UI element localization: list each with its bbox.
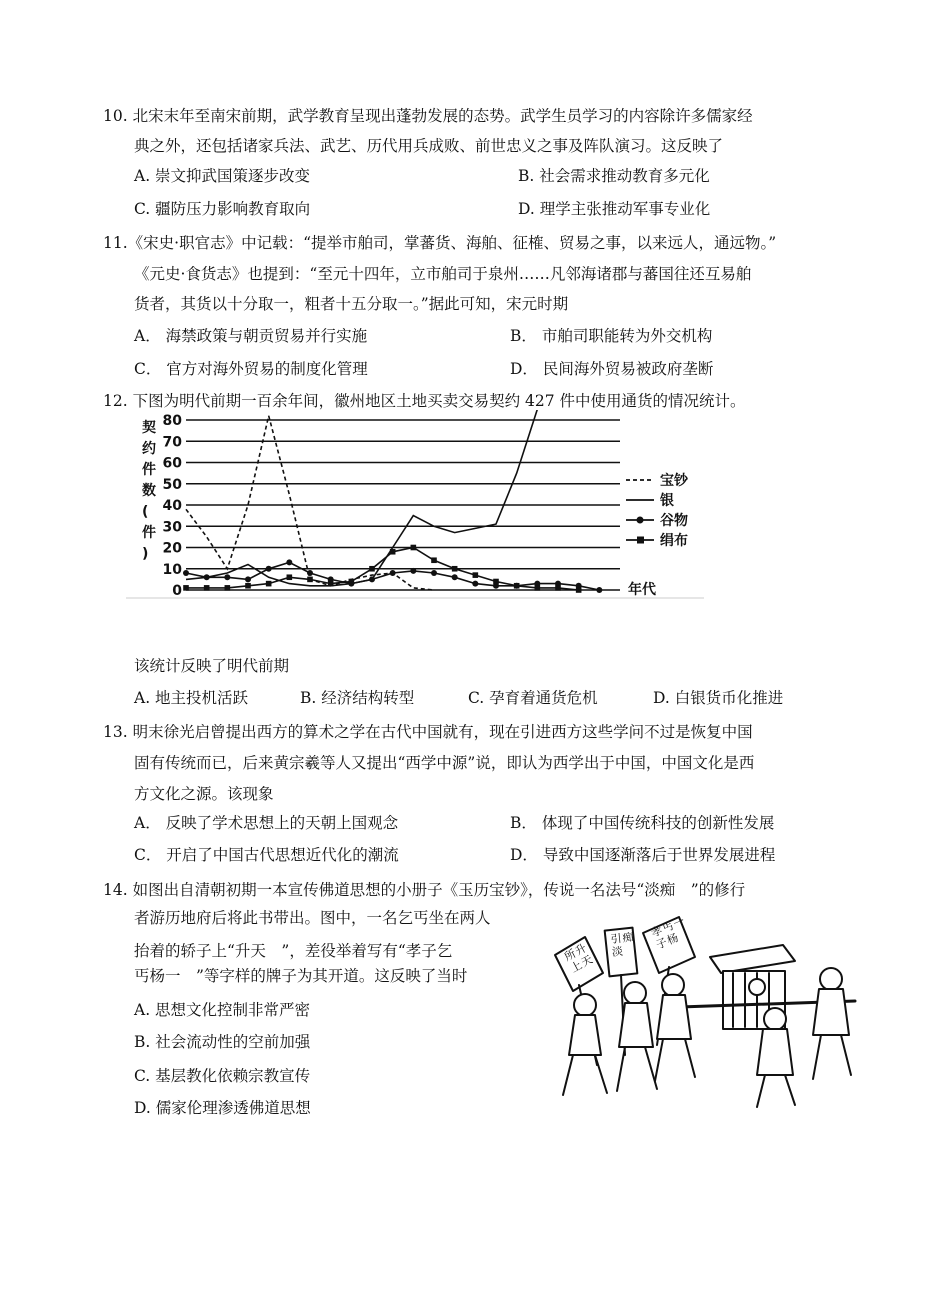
- svg-text:升: 升: [572, 941, 589, 959]
- chart-y-axis-label: 契约件数(件): [142, 420, 156, 562]
- chart-y-ticks: [163, 413, 183, 599]
- point-谷物-13: [452, 574, 458, 580]
- chart-x-axis-label: 年代: [628, 582, 656, 598]
- series-line-银: [186, 410, 537, 586]
- q12-option-c: C. 孕育着通货危机: [468, 689, 598, 707]
- y-tick-label-60: 60: [162, 455, 182, 472]
- q14-option-c: C. 基层教化依赖宗教宣传: [134, 1067, 311, 1085]
- y-tick-label-50: 50: [162, 476, 182, 493]
- legend-label-谷物: 谷物: [660, 513, 688, 529]
- point-绢布-1: [204, 585, 210, 591]
- q14-option-b: B. 社会流动性的空前加强: [134, 1033, 311, 1051]
- point-绢布-17: [535, 585, 541, 591]
- point-绢布-0: [183, 585, 189, 591]
- q13-option-b: B． 体现了中国传统科技的创新性发展: [510, 814, 775, 832]
- q12-stem-line1: 12. 下图为明代前期一百余年间，徽州地区土地买卖交易契约 427 件中使用通货的情况统计。: [103, 392, 746, 410]
- q13-option-d: D． 导致中国逐渐落后于世界发展进程: [510, 846, 776, 864]
- q10-stem-line1: 10. 北宋末年至南宋前期，武学教育呈现出蓬勃发展的态势。武学生员学习的内容除许多儒家经: [103, 107, 753, 125]
- y-tick-label-20: 20: [162, 540, 182, 557]
- q13-stem-line1: 13. 明末徐光启曾提出西方的算术之学在古代中国就有，现在引进西方这些学问不过是恢复中国: [103, 723, 753, 741]
- point-绢布-5: [287, 574, 293, 580]
- point-绢布-13: [452, 566, 458, 572]
- chart-legend: [626, 472, 689, 549]
- point-谷物-5: [286, 559, 292, 565]
- point-谷物-14: [472, 581, 478, 587]
- point-谷物-3: [245, 576, 251, 582]
- q11-option-d: D． 民间海外贸易被政府垄断: [510, 360, 714, 378]
- beggar-sedan-woodcut-illustration: [545, 915, 865, 1110]
- point-绢布-11: [411, 545, 417, 551]
- legend-label-银: 银: [660, 493, 674, 509]
- point-谷物-1: [204, 574, 210, 580]
- svg-text:淡: 淡: [611, 944, 624, 959]
- q11-stem-line3: 货者，其货以十分取一，粗者十五分取一。”据此可知，宋元时期: [134, 295, 569, 313]
- svg-text:丐: 丐: [660, 919, 676, 936]
- point-绢布-18: [555, 585, 561, 591]
- svg-text:子: 子: [654, 935, 670, 952]
- point-谷物-9: [369, 576, 375, 582]
- q14-option-d: D. 儒家伦理渗透佛道思想: [134, 1099, 311, 1117]
- point-谷物-2: [224, 574, 230, 580]
- q12-option-a: A. 地主投机活跃: [134, 689, 249, 707]
- q10-stem-line2: 典之外，还包括诸家兵法、武艺、历代用兵成败、前世忠义之事及阵队演习。这反映了: [134, 137, 724, 155]
- q10-option-b: B. 社会需求推动教育多元化: [518, 167, 710, 185]
- y-tick-label-10: 10: [162, 561, 182, 578]
- q12-option-d: D. 白银货币化推进: [653, 689, 784, 707]
- q10-option-d: D. 理学主张推动军事专业化: [518, 200, 711, 218]
- q13-option-c: C． 开启了中国古代思想近代化的潮流: [134, 846, 399, 864]
- point-绢布-8: [349, 579, 355, 585]
- point-谷物-6: [307, 570, 313, 576]
- chart-gridlines: [186, 420, 620, 590]
- runner-3: [655, 974, 695, 1081]
- point-谷物-12: [431, 570, 437, 576]
- legend-label-绢布: 绢布: [660, 533, 688, 549]
- svg-text:引: 引: [609, 931, 623, 946]
- q13-stem-line3: 方文化之源。该现象: [134, 785, 274, 803]
- q11-stem-line2: 《元史·食货志》也提到：“至元十四年，立市舶司于泉州……凡邻海诸郡与蕃国往还互易舶: [134, 265, 752, 283]
- q11-option-a: A． 海禁政策与朝贡贸易并行实施: [134, 327, 368, 345]
- q14-stem-line4: 丐杨一 ”等字样的牌子为其开道。这反映了当时: [134, 967, 468, 985]
- point-绢布-15: [493, 579, 499, 585]
- currency-usage-chart: [126, 410, 706, 602]
- runner-1: [563, 994, 607, 1095]
- y-tick-label-0: 0: [172, 583, 182, 599]
- point-谷物-0: [183, 570, 189, 576]
- point-绢布-7: [328, 581, 334, 587]
- point-绢布-10: [390, 549, 396, 555]
- q14-stem-line3: 抬着的轿子上“升天 ”，差役举着写有“孝子乞: [134, 942, 453, 960]
- q10-option-a: A. 崇文抑武国策逐步改变: [134, 167, 311, 185]
- point-谷物-20: [596, 587, 602, 593]
- q14-stem-line1: 14. 如图出自清朝初期一本宣传佛道思想的小册子《玉历宝钞》，传说一名法号“淡痴 ”的修行: [103, 881, 746, 899]
- svg-text:一: 一: [671, 915, 687, 931]
- y-tick-label-70: 70: [162, 434, 182, 451]
- q11-option-c: C． 官方对海外贸易的制度化管理: [134, 360, 368, 378]
- q13-option-a: A． 反映了学术思想上的天朝上国观念: [134, 814, 399, 832]
- q13-stem-line2: 固有传统而已，后来黄宗羲等人又提出“西学中源”说，即认为西学出于中国，中国文化是西: [134, 754, 755, 772]
- point-绢布-16: [514, 583, 520, 589]
- svg-text:上: 上: [568, 958, 585, 976]
- q12-option-b: B. 经济结构转型: [300, 689, 415, 707]
- q11-option-b: B． 市舶司职能转为外交机构: [510, 327, 713, 345]
- point-绢布-4: [266, 581, 272, 587]
- point-谷物-10: [390, 570, 396, 576]
- point-谷物-4: [266, 566, 272, 572]
- q12-stem: 该统计反映了明代前期: [134, 657, 290, 675]
- svg-text:孝: 孝: [649, 923, 665, 940]
- svg-text:痴: 痴: [621, 930, 635, 945]
- q14-stem-line2: 者游历地府后将此书带出。图中，一名乞丐坐在两人: [134, 909, 491, 927]
- svg-text:杨: 杨: [665, 931, 681, 948]
- point-谷物-11: [410, 568, 416, 574]
- point-绢布-2: [225, 585, 231, 591]
- point-绢布-14: [473, 572, 479, 578]
- legend-marker-谷物: [637, 517, 644, 524]
- q10-option-c: C. 疆防压力影响教育取向: [134, 200, 311, 218]
- svg-text:天: 天: [579, 952, 595, 970]
- svg-text:所: 所: [562, 947, 579, 964]
- y-tick-label-80: 80: [162, 413, 182, 429]
- y-tick-label-30: 30: [162, 519, 182, 536]
- bearer-rear: [813, 968, 851, 1079]
- point-绢布-9: [369, 566, 375, 572]
- chart-series: [183, 410, 602, 593]
- y-tick-label-40: 40: [162, 498, 182, 514]
- point-绢布-12: [431, 557, 437, 563]
- attendant-figures: [563, 968, 851, 1107]
- legend-label-宝钞: 宝钞: [660, 473, 688, 489]
- q11-stem-line1: 11.《宋史·职官志》中记载：“提举市舶司，掌蕃货、海舶、征榷、贸易之事，以来远人，通远物。”: [103, 234, 777, 252]
- point-绢布-3: [245, 583, 251, 589]
- point-绢布-6: [307, 577, 313, 583]
- point-绢布-19: [576, 587, 582, 593]
- legend-marker-绢布: [637, 537, 644, 544]
- q14-option-a: A. 思想文化控制非常严密: [134, 1001, 311, 1019]
